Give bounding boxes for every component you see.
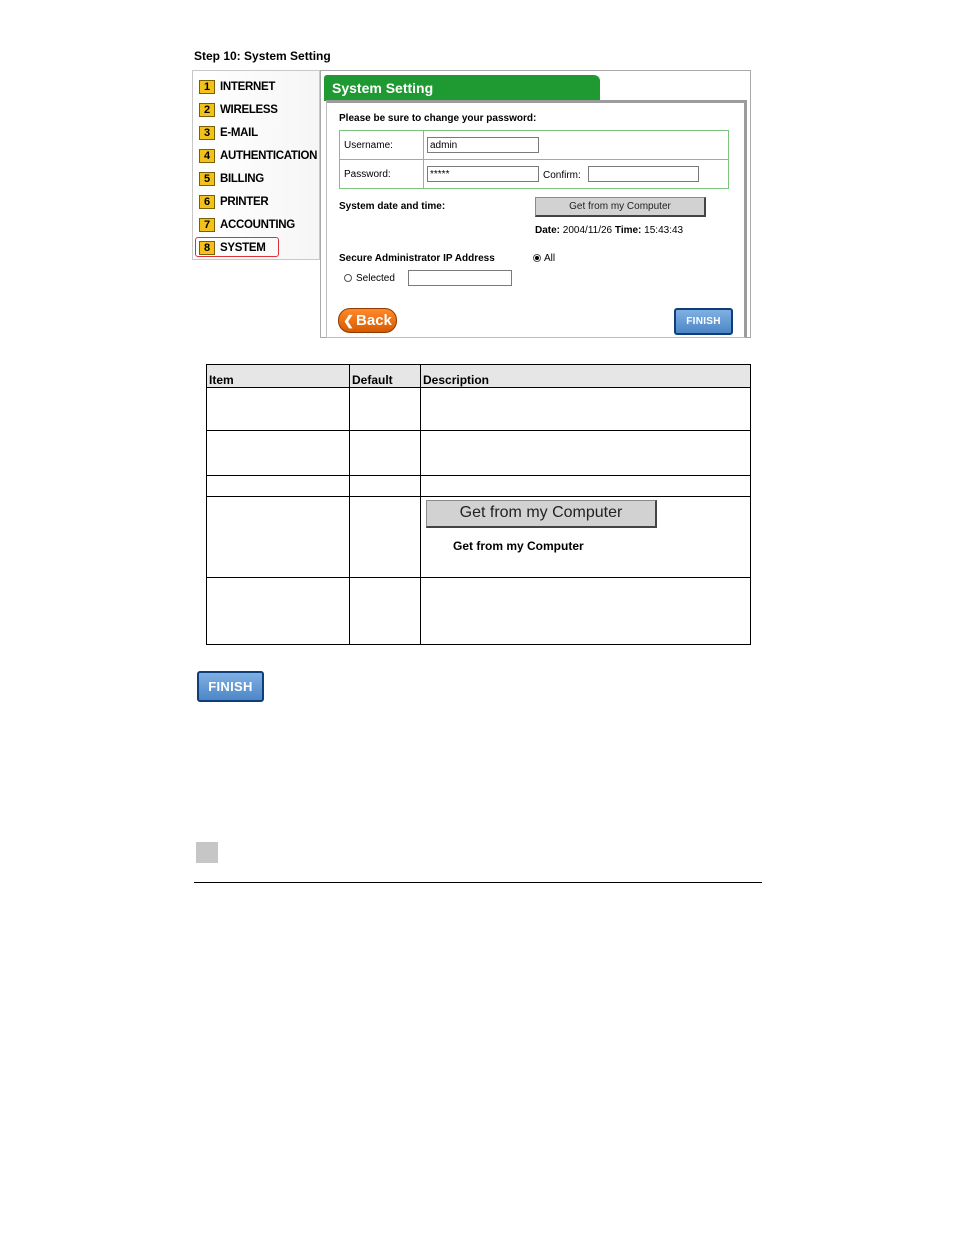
password-label: Password: <box>344 169 391 180</box>
step-label: BILLING <box>220 173 264 185</box>
table-row <box>207 476 751 497</box>
column-header-description: Description <box>421 365 751 388</box>
selected-ip-input[interactable] <box>408 270 512 286</box>
step-title: Step 10: System Setting <box>194 49 331 63</box>
selected-ip-radio[interactable] <box>344 274 352 282</box>
back-button[interactable] <box>338 308 397 333</box>
table-cell <box>207 431 350 476</box>
back-button-label: Back <box>356 312 392 329</box>
date-time-readout <box>535 225 683 236</box>
table-cell <box>421 578 751 645</box>
table-header-row <box>207 365 751 388</box>
time-label: Time: <box>614 225 642 236</box>
wizard-step-email[interactable] <box>199 124 258 142</box>
secure-admin-ip-label: Secure Administrator IP Address <box>339 253 495 264</box>
get-from-computer-button[interactable]: Get from my Computer <box>535 197 706 217</box>
table-cell <box>350 476 421 497</box>
date-label: Date: <box>535 225 561 236</box>
username-label: Username: <box>344 140 393 151</box>
get-from-computer-caption: Get from my Computer <box>453 539 584 553</box>
step-number: 4 <box>199 149 215 163</box>
step-label: E-MAIL <box>220 127 258 139</box>
table-cell <box>207 578 350 645</box>
step-label: INTERNET <box>220 81 276 93</box>
panel-finish-button[interactable]: FINISH <box>674 308 733 335</box>
get-from-computer-button-sample: Get from my Computer <box>426 500 657 528</box>
table-cell <box>350 431 421 476</box>
step-label: ACCOUNTING <box>220 219 295 231</box>
finish-button-sample: FINISH <box>197 671 264 702</box>
selected-ip-label: Selected <box>356 273 395 284</box>
table-cell <box>350 497 421 578</box>
wizard-step-internet[interactable] <box>199 78 275 96</box>
table-cell <box>207 476 350 497</box>
password-heading: Please be sure to change your password: <box>339 113 537 124</box>
step-number: 8 <box>199 241 215 255</box>
confirm-label: Confirm: <box>543 170 581 181</box>
step-number: 7 <box>199 218 215 232</box>
settings-table <box>206 364 751 645</box>
username-input[interactable] <box>427 137 539 153</box>
wizard-step-printer[interactable] <box>199 193 268 211</box>
column-header-default: Default <box>350 365 421 388</box>
step-label: SYSTEM <box>220 242 266 254</box>
step-label: WIRELESS <box>220 104 278 116</box>
table-row <box>207 578 751 645</box>
date-value: 2004/11/26 <box>562 225 613 236</box>
wizard-step-billing[interactable] <box>199 170 264 188</box>
confirm-password-input[interactable] <box>588 166 699 182</box>
wizard-step-wireless[interactable] <box>199 101 278 119</box>
time-value: 15:43:43 <box>644 225 684 236</box>
step-label: PRINTER <box>220 196 269 208</box>
system-date-time-label: System date and time: <box>339 201 446 212</box>
credentials-row-divider <box>340 159 728 160</box>
column-header-item: Item <box>207 365 350 388</box>
step-label: AUTHENTICATION <box>220 150 318 162</box>
all-ip-radio[interactable] <box>533 254 541 262</box>
step-number: 6 <box>199 195 215 209</box>
password-input[interactable] <box>427 166 539 182</box>
table-cell <box>421 497 751 578</box>
step-number: 2 <box>199 103 215 117</box>
wizard-step-system[interactable] <box>199 239 266 257</box>
wizard-step-accounting[interactable] <box>199 216 295 234</box>
panel-title: System Setting <box>332 80 434 96</box>
table-row <box>207 431 751 476</box>
wizard-step-authentication[interactable] <box>199 147 317 165</box>
table-cell <box>421 388 751 431</box>
table-cell <box>207 497 350 578</box>
wizard-step-list <box>192 70 320 260</box>
step-number: 5 <box>199 172 215 186</box>
table-cell <box>421 431 751 476</box>
table-cell <box>207 388 350 431</box>
gray-square-marker <box>196 842 218 863</box>
chevron-left-icon: ❮ <box>343 312 355 328</box>
all-ip-label: All <box>544 253 556 264</box>
step-number: 1 <box>199 80 215 94</box>
footer-rule <box>194 882 762 883</box>
table-row <box>207 388 751 431</box>
table-cell <box>421 476 751 497</box>
table-cell <box>350 388 421 431</box>
step-number: 3 <box>199 126 215 140</box>
table-cell <box>350 578 421 645</box>
table-row <box>207 497 751 578</box>
